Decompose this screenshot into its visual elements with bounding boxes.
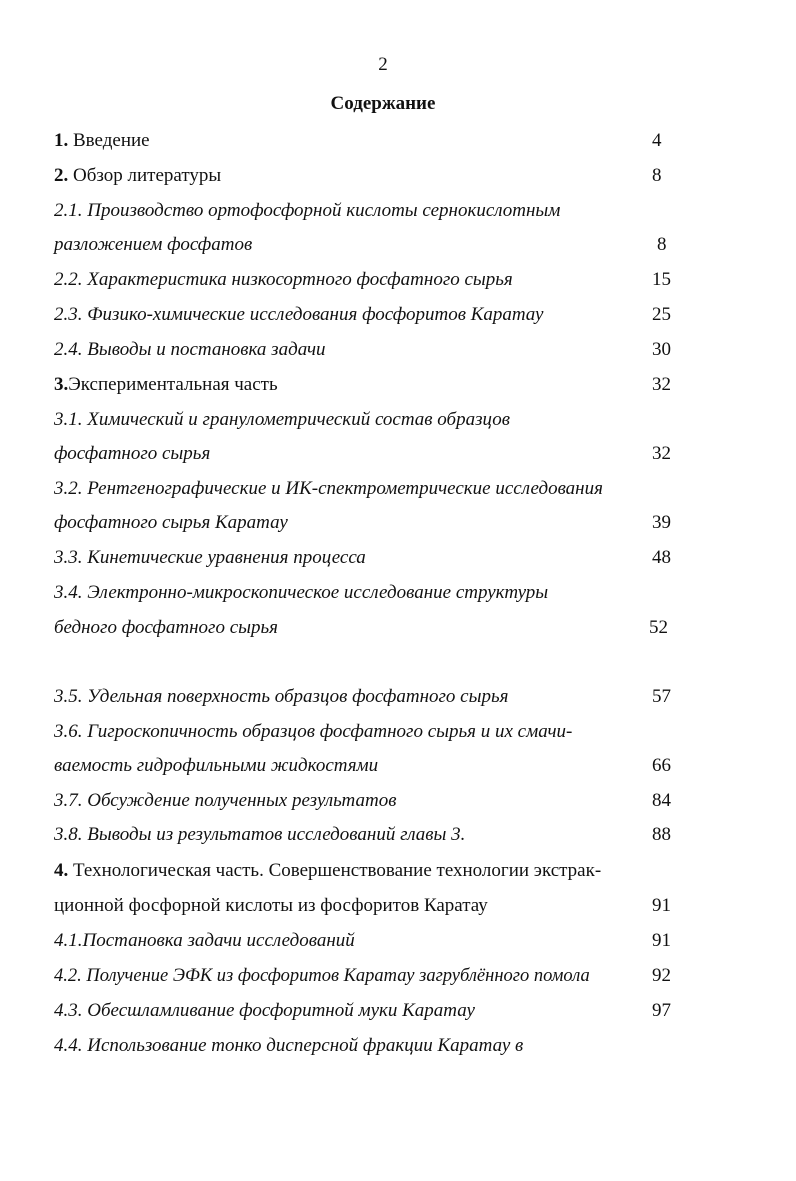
toc-entry-number: 2.	[54, 165, 69, 186]
toc-entry-4-4: 4.4. Использование тонко дисперсной фракции Каратау в	[54, 1035, 524, 1056]
toc-entry-2-4: 2.4. Выводы и постановка задачи	[54, 339, 326, 360]
toc-entry-2	[54, 164, 221, 188]
toc-page-number: 32	[652, 374, 671, 395]
toc-entry-2-3: 2.3. Физико-химические исследования фосфоритов Каратау	[54, 304, 544, 325]
toc-entry-3-5: 3.5. Удельная поверхность образцов фосфатного сырья	[54, 686, 509, 707]
toc-entry-2-1-cont: разложением фосфатов	[54, 234, 253, 255]
toc-entry-1	[54, 129, 150, 153]
toc-page-number: 52	[649, 617, 668, 638]
toc-entry-4-3: 4.3. Обесшламливание фосфоритной муки Каратау	[54, 1000, 475, 1021]
toc-page-number: 15	[652, 269, 671, 290]
toc-entry-number: 4.	[54, 860, 69, 881]
toc-entry-3-1: 3.1. Химический и гранулометрический состав образцов	[54, 409, 510, 430]
toc-entry-2-2: 2.2. Характеристика низкосортного фосфатного сырья	[54, 269, 513, 290]
toc-entry-3-6-cont: ваемость гидрофильными жидкостями	[54, 755, 379, 776]
toc-entry-number: 3.	[54, 374, 69, 395]
toc-page-number: 48	[652, 547, 671, 568]
toc-page-number: 66	[652, 755, 671, 776]
toc-page-number: 97	[652, 1000, 671, 1021]
toc-entry-4-cont: ционной фосфорной кислоты из фосфоритов Каратау	[54, 895, 488, 916]
toc-title: Содержание	[330, 93, 436, 114]
toc-page-number: 84	[652, 790, 671, 811]
toc-entry-3-8: 3.8. Выводы из результатов исследований главы 3.	[54, 824, 466, 845]
toc-page-number: 25	[652, 304, 671, 325]
toc-entry-3-4: 3.4. Электронно-микроскопическое исследование структуры	[54, 582, 549, 603]
toc-page-number: 32	[652, 443, 671, 464]
toc-page-number: 91	[652, 895, 671, 916]
toc-entry-3-4-cont: бедного фосфатного сырья	[54, 617, 278, 638]
toc-entry-text: Технологическая часть. Совершенствование технологии экстрак-	[68, 860, 602, 881]
toc-page-number: 30	[652, 339, 671, 360]
page-number: 2	[378, 54, 388, 75]
toc-page-number: 8	[657, 234, 667, 255]
toc-entry-3-3: 3.3. Кинетические уравнения процесса	[54, 547, 366, 568]
toc-entry-3-7: 3.7. Обсуждение полученных результатов	[54, 790, 397, 811]
toc-entry-text: Экспериментальная часть	[68, 374, 278, 395]
toc-page-number: 8	[652, 165, 662, 186]
toc-entry-4	[54, 859, 601, 883]
toc-entry-3	[54, 373, 278, 397]
toc-entry-number: 1.	[54, 130, 69, 151]
toc-page-number: 39	[652, 512, 671, 533]
toc-entry-text: Обзор литературы	[68, 165, 222, 186]
toc-entry-text: Введение	[68, 130, 150, 151]
toc-page-number: 88	[652, 824, 671, 845]
toc-page-number: 92	[652, 965, 671, 986]
toc-page-number: 4	[652, 130, 662, 151]
toc-entry-4-2: 4.2. Получение ЭФК из фосфоритов Каратау загрублённого помола	[54, 966, 590, 986]
toc-page-number: 91	[652, 930, 671, 951]
toc-entry-3-1-cont: фосфатного сырья	[54, 443, 211, 464]
toc-entry-3-2-cont: фосфатного сырья Каратау	[54, 512, 288, 533]
toc-entry-2-1: 2.1. Производство ортофосфорной кислоты сернокислотным	[54, 200, 561, 221]
toc-entry-4-1: 4.1.Постановка задачи исследований	[54, 930, 355, 951]
toc-entry-3-6: 3.6. Гигроскопичность образцов фосфатного сырья и их смачи-	[54, 721, 573, 742]
toc-entry-3-2: 3.2. Рентгенографические и ИК-спектрометрические исследования	[54, 478, 603, 499]
toc-page-number: 57	[652, 686, 671, 707]
